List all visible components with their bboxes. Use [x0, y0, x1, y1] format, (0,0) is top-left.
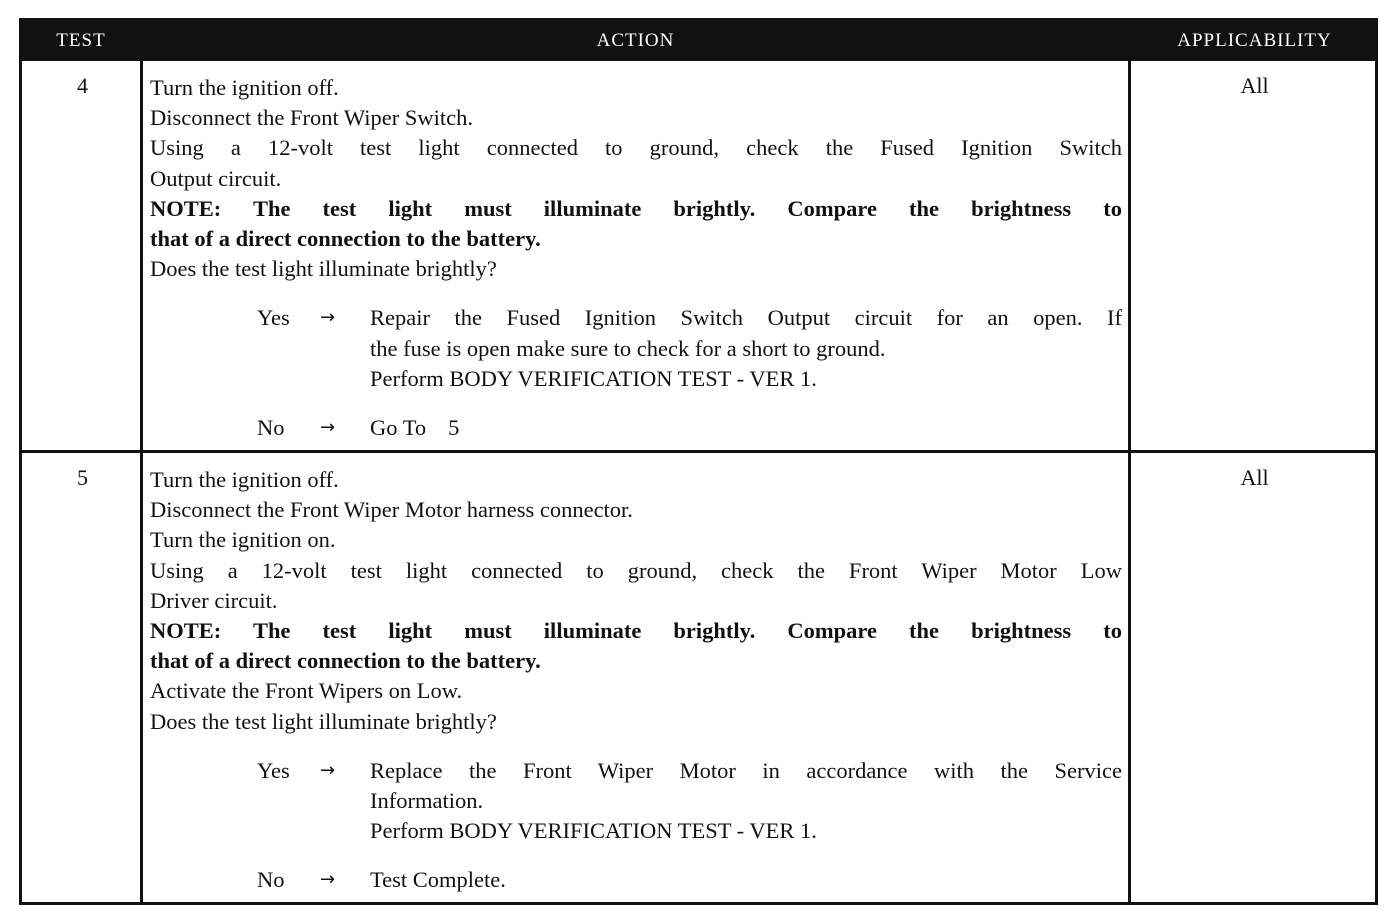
arrow-icon: → [320, 759, 336, 781]
arrow-icon: → [320, 869, 336, 891]
yes-text: Information. [370, 788, 484, 814]
note-text: NOTE: The test light must illuminate brightly. Compare the brightness to [150, 618, 1122, 644]
no-label: No [257, 867, 285, 893]
step-text: Using a 12-volt test light connected to ground, check the Fused Ignition Switch [150, 135, 1122, 161]
step-text: Disconnect the Front Wiper Switch. [150, 105, 473, 131]
note-text: NOTE: The test light must illuminate brightly. Compare the brightness to [150, 195, 1122, 221]
arrow-icon: → [320, 307, 336, 329]
yes-text: Perform BODY VERIFICATION TEST - VER 1. [370, 818, 817, 844]
note-text: that of a direct connection to the battery. [150, 226, 541, 252]
header-applicability: APPLICABILITY [1177, 30, 1332, 51]
yes-label: Yes [257, 757, 290, 783]
diagnostic-table [19, 18, 1378, 905]
yes-text: the fuse is open make sure to check for a short to ground. [370, 335, 886, 361]
applicability-value: All [1240, 73, 1269, 98]
no-text: Test Complete. [370, 867, 506, 893]
table-row [22, 453, 1375, 902]
yes-result [150, 756, 1122, 847]
test-number: 4 [77, 73, 88, 98]
header-action: ACTION [596, 30, 675, 51]
question-text: Does the test light illuminate brightly? [150, 708, 497, 734]
action-cell [150, 465, 1122, 896]
step-text: Disconnect the Front Wiper Motor harness connector. [150, 497, 633, 523]
step-text: Using a 12-volt test light connected to ground, check the Front Wiper Motor Low [150, 557, 1122, 583]
step-text: Turn the ignition on. [150, 527, 336, 553]
no-result [150, 413, 1122, 443]
yes-result [150, 303, 1122, 394]
note-text: that of a direct connection to the battery. [150, 648, 541, 674]
goto-link[interactable]: 5 [448, 415, 460, 441]
yes-label: Yes [257, 305, 290, 331]
table-header [22, 21, 1375, 61]
step-text: Turn the ignition off. [150, 467, 339, 492]
test-number: 5 [77, 465, 88, 490]
applicability-value: All [1240, 465, 1269, 490]
no-text: Go To [370, 415, 427, 441]
step-text: Driver circuit. [150, 587, 278, 613]
step-text: Activate the Front Wipers on Low. [150, 678, 463, 704]
yes-text: Replace the Front Wiper Motor in accordance with the Service [370, 757, 1122, 783]
yes-text: Perform BODY VERIFICATION TEST - VER 1. [370, 365, 817, 391]
arrow-icon: → [320, 417, 336, 439]
table-row [22, 61, 1375, 450]
yes-text: Repair the Fused Ignition Switch Output circuit for an open. If [370, 305, 1122, 331]
step-text: Output circuit. [150, 165, 282, 191]
action-cell [150, 73, 1122, 443]
no-label: No [257, 415, 285, 441]
question-text: Does the test light illuminate brightly? [150, 256, 497, 282]
no-result [150, 865, 1122, 895]
step-text: Turn the ignition off. [150, 75, 339, 100]
header-test: TEST [56, 30, 106, 51]
